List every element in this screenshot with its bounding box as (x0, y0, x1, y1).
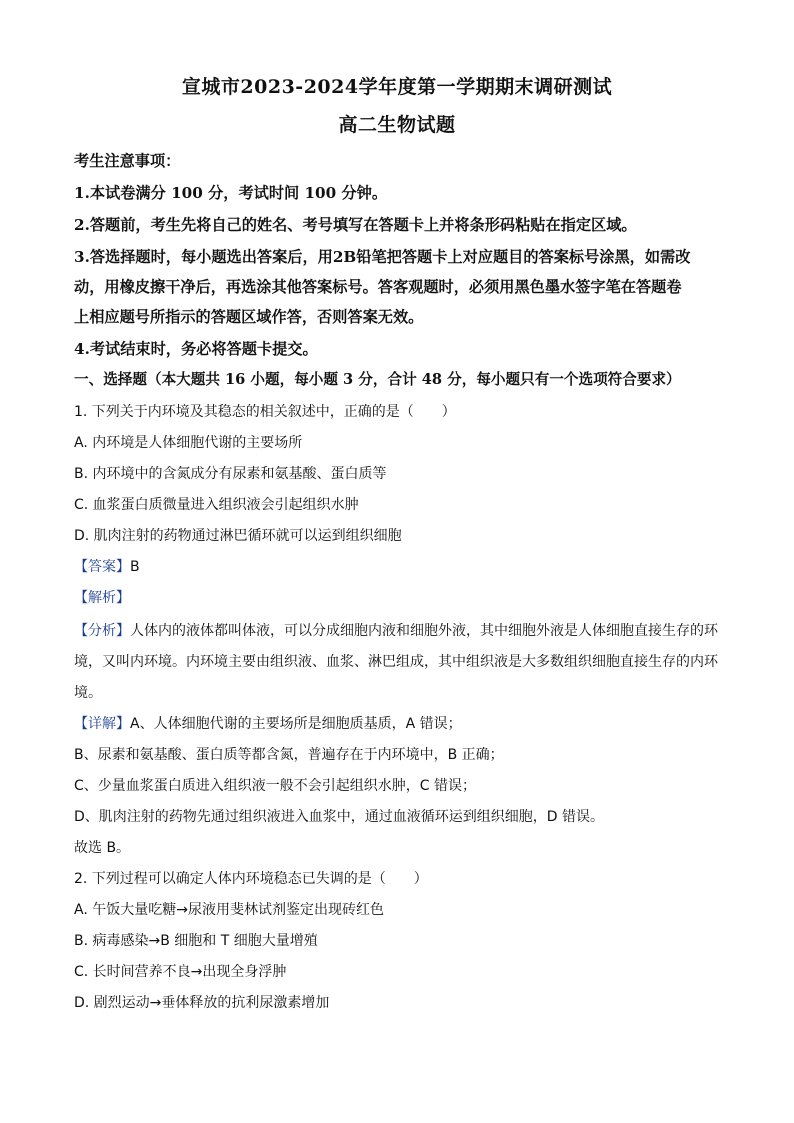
notice-item-1: 1.本试卷满分 100 分，考试时间 100 分钟。 (74, 184, 388, 202)
xiangjie-line-b: B、尿素和氨基酸、蛋白质等都含氮，普遍存在于内环境中，B 正确； (74, 747, 504, 763)
question-2-option-b: B. 病毒感染→B 细胞和 T 细胞大量增殖 (74, 933, 318, 949)
notice-item-2: 2.答题前，考生先将自己的姓名、考号填写在答题卡上并将条形码粘贴在指定区域。 (74, 216, 637, 234)
fenxi-line-3: 境。 (74, 685, 102, 701)
fenxi-line-2: 境，又叫内环境。内环境主要由组织液、血浆、淋巴组成，其中组织液是大多数组织细胞直接生存的内环 (74, 654, 718, 670)
conclusion-line: 故选 B。 (74, 840, 131, 856)
answer-line (74, 556, 724, 576)
question-2-option-c: C. 长时间营养不良→出现全身浮肿 (74, 964, 287, 980)
exam-title: 宣城市2023-2024学年度第一学期期末调研测试 (181, 76, 613, 98)
xiangjie-text-a: A、人体细胞代谢的主要场所是细胞质基质，A 错误； (130, 716, 462, 732)
notice-item-3-line-2: 动，用橡皮擦干净后，再选涂其他答案标号。答客观题时，必须用黑色墨水签字笔在答题卷 (74, 278, 682, 296)
xiangjie-line-c: C、少量血浆蛋白质进入组织液一般不会引起组织水肿，C 错误； (74, 778, 476, 794)
analysis-tag: 【解析】 (74, 590, 130, 606)
xiangjie-line-d: D、肌肉注射的药物先通过组织液进入血浆中，通过血液循环运到组织细胞，D 错误。 (74, 809, 605, 825)
question-1-option-b: B. 内环境中的含氮成分有尿素和氨基酸、蛋白质等 (74, 466, 387, 482)
fenxi-tag: 【分析】 (74, 623, 130, 639)
notice-item-3-line-3: 上相应题号所指示的答题区域作答，否则答案无效。 (74, 308, 424, 326)
question-1-stem: 1. 下列关于内环境及其稳态的相关叙述中，正确的是（ ） (74, 404, 456, 420)
question-2-stem: 2. 下列过程可以确定人体内环境稳态已失调的是（ ） (74, 871, 428, 887)
question-2-option-a: A. 午饭大量吃糖→尿液用斐林试剂鉴定出现砖红色 (74, 902, 384, 918)
notice-item-4: 4.考试结束时，务必将答题卡提交。 (74, 340, 318, 358)
answer-value: B (130, 559, 140, 575)
answer-tag: 【答案】 (74, 559, 130, 575)
section-heading: 一、选择题（本大题共 16 小题，每小题 3 分，合计 48 分，每小题只有一个选项符合要求） (74, 371, 681, 388)
exam-subtitle: 高二生物试题 (338, 114, 456, 136)
notice-heading: 考生注意事项： (74, 152, 181, 170)
xiangjie-line-a (74, 713, 724, 733)
question-1-option-a: A. 内环境是人体细胞代谢的主要场所 (74, 435, 303, 451)
fenxi-line-1 (74, 620, 724, 640)
question-1-option-d: D. 肌肉注射的药物通过淋巴循环就可以运到组织细胞 (74, 528, 402, 544)
question-2-option-d: D. 剧烈运动→垂体释放的抗利尿激素增加 (74, 995, 330, 1011)
question-1-option-c: C. 血浆蛋白质微量进入组织液会引起组织水肿 (74, 497, 359, 513)
fenxi-text-1: 人体内的液体都叫体液，可以分成细胞内液和细胞外液，其中细胞外液是人体细胞直接生存的环 (130, 623, 718, 639)
xiangjie-tag: 【详解】 (74, 716, 130, 732)
notice-item-3-line-1: 3.答选择题时，每小题选出答案后，用2B铅笔把答题卡上对应题目的答案标号涂黑，如需改 (74, 248, 691, 266)
